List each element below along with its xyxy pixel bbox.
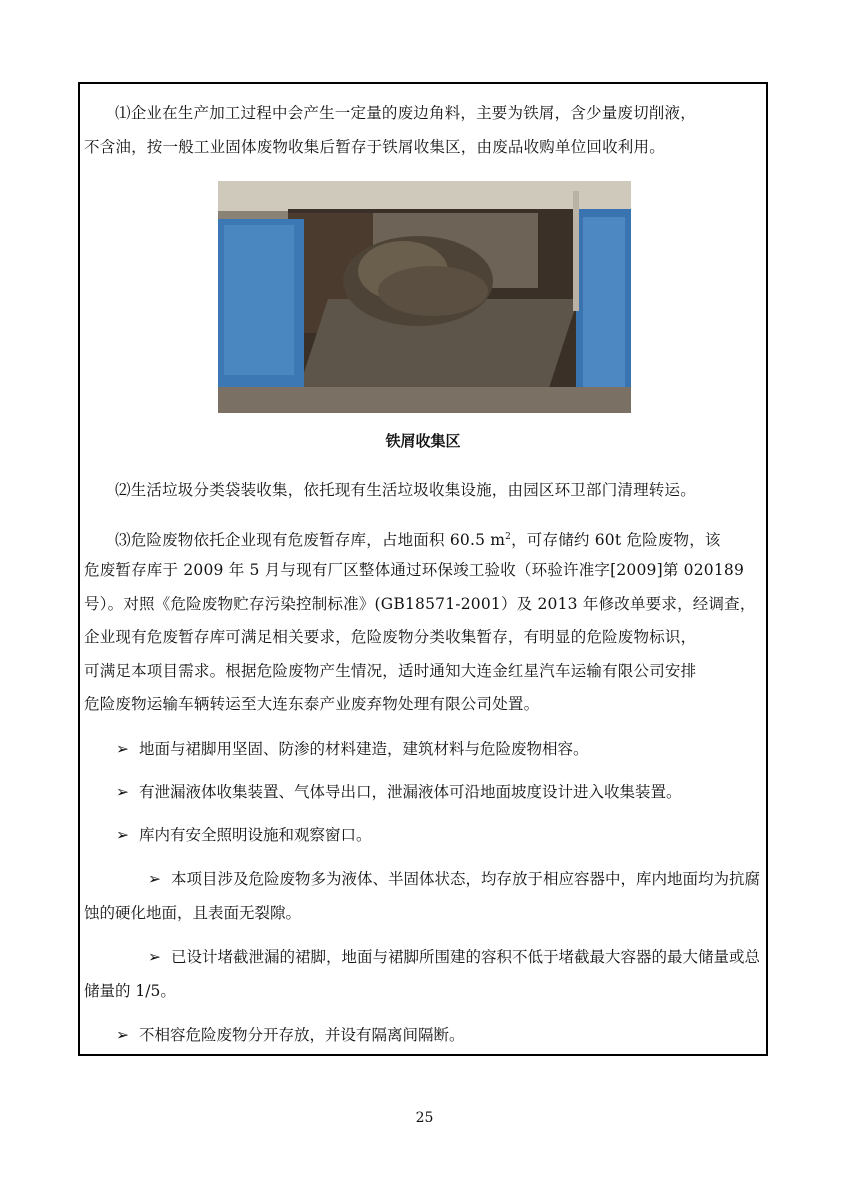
requirement-bullet-3 [116, 818, 766, 852]
bullet-text: 已设计堵截泄漏的裙脚，地面与裙脚所围建的容积不低于堵截最大容器的最大储量或总储量的 1/5。 [84, 948, 761, 1000]
photo-caption: 铁屑收集区 [385, 432, 461, 450]
bullet-arrow-icon: ➢ [148, 948, 161, 966]
requirement-bullet-1 [116, 732, 766, 766]
paragraph-1-line-1: ⑴企业在生产加工过程中会产生一定量的废边角料，主要为铁屑，含少量废切削液， [115, 104, 696, 122]
requirement-bullet-5 [84, 940, 762, 1008]
bullet-arrow-icon: ➢ [116, 826, 129, 844]
bullet-text: 本项目涉及危险废物多为液体、半固体状态，均存放于相应容器中，库内地面均为抗腐蚀的硬化地面，且表面无裂隙。 [84, 870, 761, 922]
bullet-arrow-icon: ➢ [116, 1026, 129, 1044]
scrap-collection-photo-drawing [218, 181, 631, 413]
requirement-bullet-4 [84, 862, 762, 930]
bullet-text: 库内有安全照明设施和观察窗口。 [139, 826, 372, 844]
scrap-collection-photo [218, 181, 631, 413]
paragraph-1-line-2: 不含油，按一般工业固体废物收集后暂存于铁屑收集区，由废品收购单位回收利用。 [84, 138, 665, 156]
paragraph-3-line-6: 危险废物运输车辆转运至大连东泰产业废弃物处理有限公司处置。 [84, 695, 540, 713]
paragraph-3-line-1-a: ⑶危险废物依托企业现有危废暂存库，占地面积 60.5 m [115, 531, 506, 549]
paragraph-3-line-4: 企业现有危废暂存库可满足相关要求，危险废物分类收集暂存，有明显的危险废物标识， [84, 628, 697, 646]
bullet-arrow-icon: ➢ [116, 783, 129, 801]
bullet-text: 地面与裙脚用坚固、防渗的材料建造，建筑材料与危险废物相容。 [139, 740, 589, 758]
bullet-text: 有泄漏液体收集装置、气体导出口，泄漏液体可沿地面坡度设计进入收集装置。 [139, 783, 682, 801]
paragraph-3-line-5: 可满足本项目需求。根据危险废物产生情况，适时通知大连金红星汽车运输有限公司安排 [84, 662, 697, 680]
paragraph-3-line-2: 危废暂存库于 2009 年 5 月与现有厂区整体通过环保竣工验收（环验许准字[2009]第 020189 [84, 561, 745, 579]
paragraph-3-line-1 [84, 520, 762, 557]
bullet-text: 不相容危险废物分开存放，并设有隔离间隔断。 [139, 1026, 465, 1044]
requirement-bullet-2 [116, 775, 766, 809]
paragraph-3-line-1-b: ，可存储约 60t 危险废物，该 [511, 531, 721, 549]
bullet-arrow-icon: ➢ [148, 870, 161, 888]
requirement-bullet-6 [116, 1018, 766, 1052]
page-number: 25 [415, 1110, 434, 1126]
bullet-arrow-icon: ➢ [116, 740, 129, 758]
paragraph-2: ⑵生活垃圾分类袋装收集，依托现有生活垃圾收集设施，由园区环卫部门清理转运。 [115, 481, 696, 499]
area-unit-superscript: 2 [505, 532, 512, 542]
paragraph-3-line-3: 号）。对照《危险废物贮存污染控制标准》(GB18571-2001）及 2013 年修改单要求，经调查， [84, 595, 756, 613]
